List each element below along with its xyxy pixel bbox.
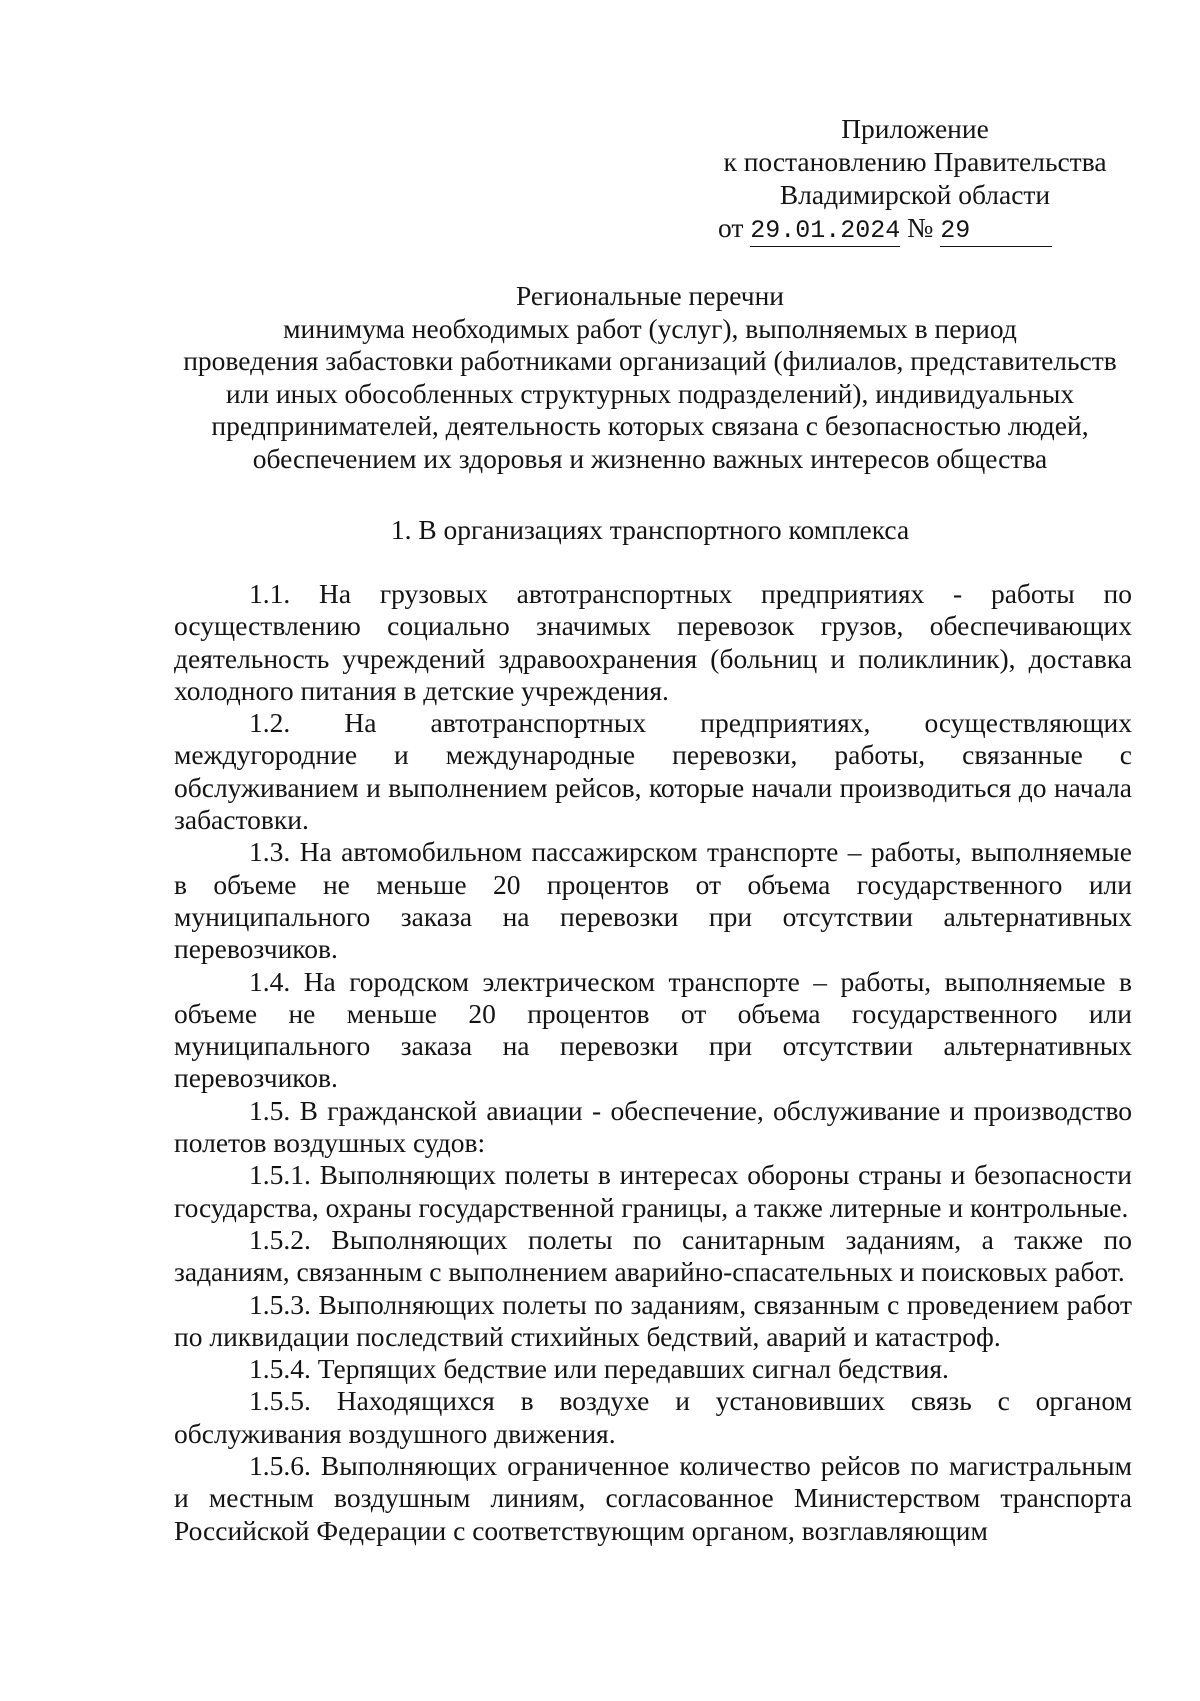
paragraph-1-5-2: 1.5.2. Выполняющих полеты по санитарным заданиям, а также по заданиям, связанным с выполнением аварийно-спасательных и поисковых работ. (174, 1223, 1132, 1288)
paragraph-1-2: 1.2. На автотранспортных предприятиях, осуществляющих междугородние и международные перевозки, работы, связанные с обслуживанием и выполнением рейсов, которые начали производиться до начала забастовки. (174, 707, 1132, 836)
title-line: предпринимателей, деятельность которых связана с безопасностью людей, (211, 410, 1089, 441)
date-prefix: от (718, 212, 744, 243)
attachment-resolution-line: к постановлению Правительства (723, 146, 1107, 177)
attachment-label: Приложение (841, 113, 989, 144)
paragraph-1-5-5: 1.5.5. Находящихся в воздухе и установивших связь с органом обслуживания воздушного движения. (174, 1385, 1132, 1449)
title-line: Региональные перечни (515, 280, 785, 311)
attachment-region-line: Владимирской области (779, 179, 1051, 210)
document-date: 29.01.2024 (750, 216, 901, 245)
attachment-header (700, 112, 1130, 211)
paragraph-1-5-6: 1.5.6. Выполняющих ограниченное количество рейсов по магистральным и местным воздушным линиям, согласованное Министерством транспорта Российской Федерации с соответствующим органом, возглавляющим (174, 1450, 1132, 1546)
paragraph-1-3: 1.3. На автомобильном пассажирском транспорте – работы, выполняемые в объеме не меньше 20 процентов от объема государственного или муниципального заказа на перевозки при отсутствии альтернативных перевозчиков. (174, 836, 1132, 965)
title-line: минимума необходимых работ (услуг), выполняемых в период (283, 312, 1017, 344)
document-title (160, 280, 1140, 475)
section-heading: 1. В организациях транспортного комплекса (390, 514, 910, 545)
number-sign: № (907, 212, 934, 243)
paragraph-1-1: 1.1. На грузовых автотранспортных предприятиях - работы по осуществлению социально значимых перевозок грузов, обеспечивающих деятельность учреждений здравоохранения (больниц и поликлиник), доставка холодного питания в детские учреждения. (174, 578, 1132, 706)
paragraph-1-4: 1.4. На городском электрическом транспорте – работы, выполняемые в объеме не меньше 20 процентов от объема государственного или муниципального заказа на перевозки при отсутствии альтернативных перевозчиков. (174, 965, 1132, 1094)
title-line: обеспечением их здоровья и жизненно важных интересов общества (252, 442, 1048, 474)
date-number-line (718, 212, 1078, 248)
title-line: проведения забастовки работниками организаций (филиалов, представительств (183, 345, 1117, 376)
paragraph-1-5: 1.5. В гражданской авиации - обеспечение, обслуживание и производство полетов воздушных судов: (174, 1094, 1132, 1159)
paragraph-1-5-1: 1.5.1. Выполняющих полеты в интересах обороны страны и безопасности государства, охраны государственной границы, а также литерные и контрольные. (174, 1159, 1132, 1223)
document-body (174, 578, 1132, 1547)
paragraph-1-5-4: 1.5.4. Терпящих бедствие или передавших сигнал бедствия. (249, 1353, 949, 1385)
document-number: 29 (940, 217, 1052, 247)
paragraph-1-5-3: 1.5.3. Выполняющих полеты по заданиям, связанным с проведением работ по ликвидации последствий стихийных бедствий, аварий и катастроф. (174, 1288, 1132, 1352)
title-line: или иных обособленных структурных подразделений), индивидуальных (225, 377, 1075, 409)
